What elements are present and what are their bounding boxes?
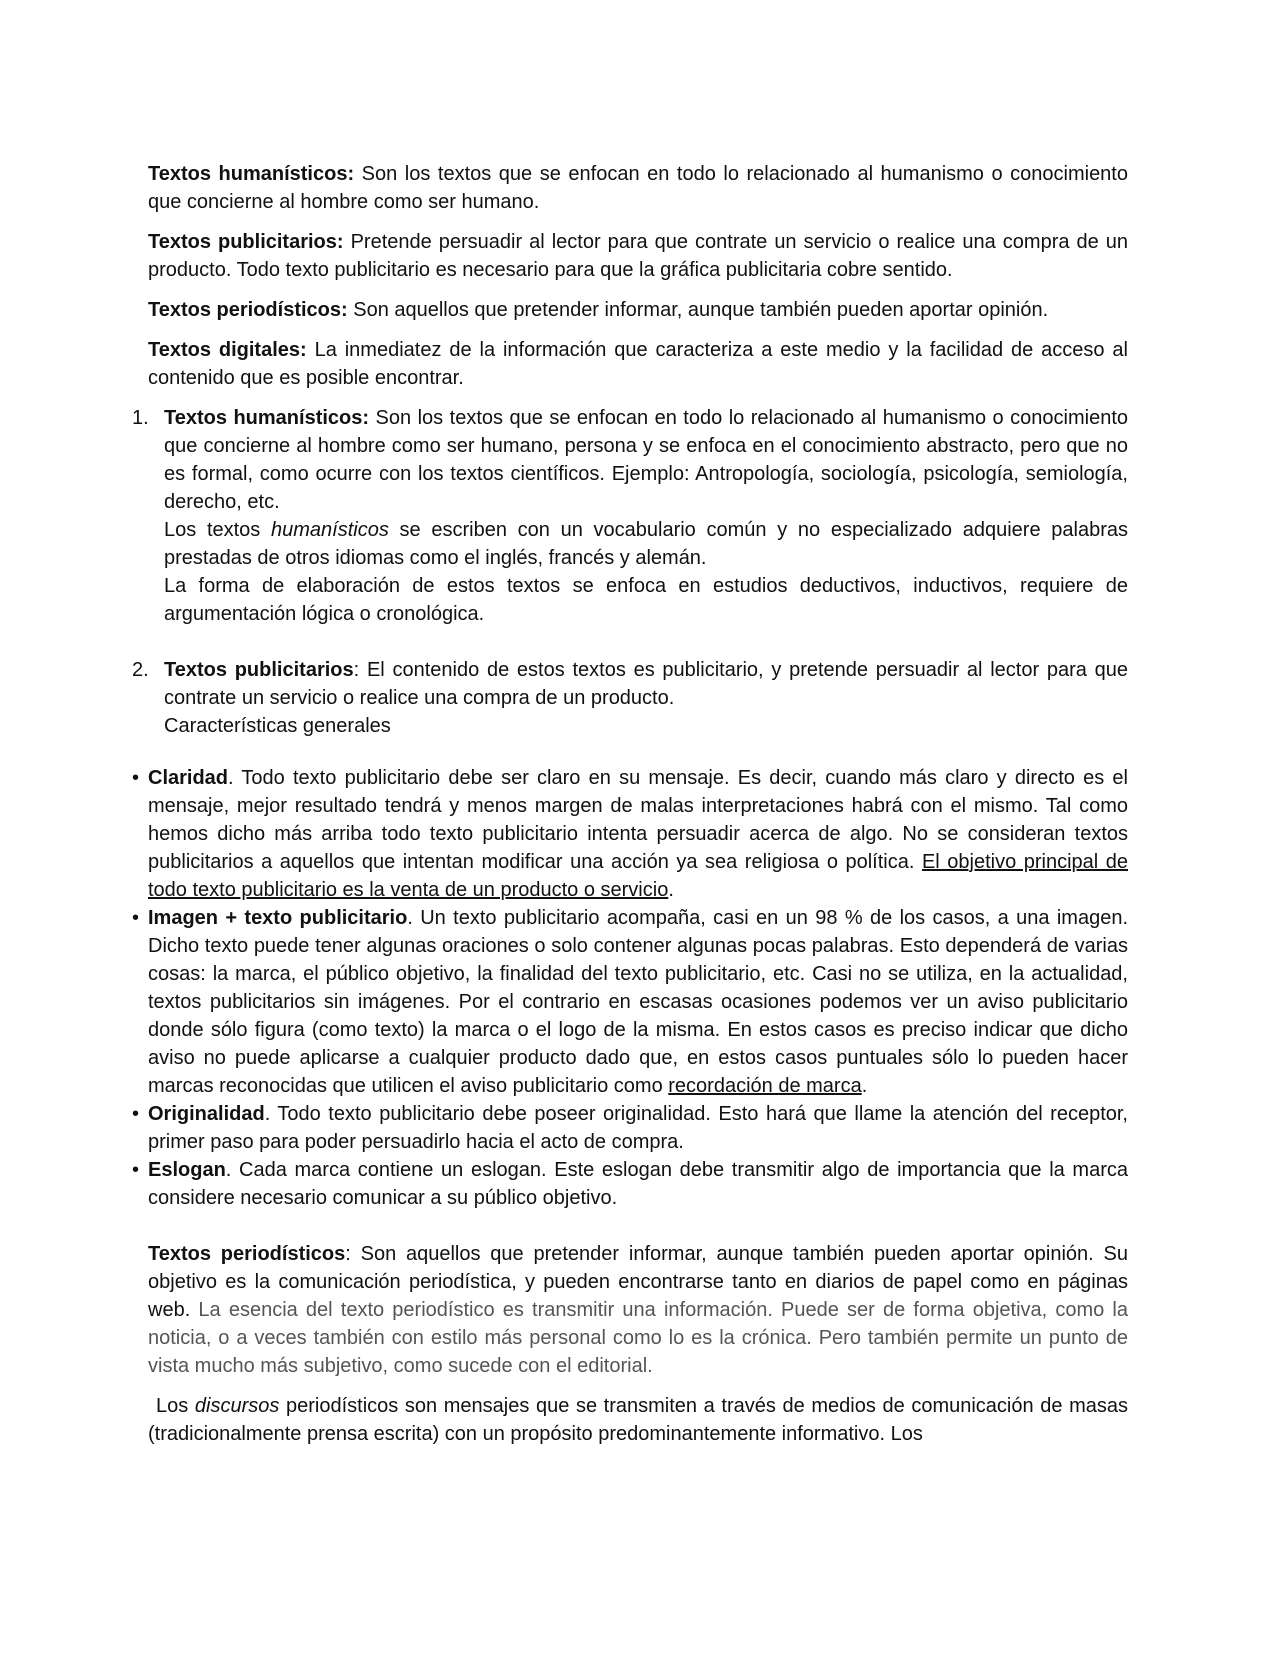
bullet-icon: • (132, 907, 140, 929)
list-item-subheading: Características generales (164, 715, 391, 737)
underlined-text: recordación de marca (668, 1075, 862, 1097)
bullet-item-eslogan: • Eslogan. Cada marca contiene un eslogan. Este eslogan debe transmitir algo de importancia que la marca considere necesario comunicar a su público objetivo. (148, 1156, 1128, 1212)
underlined-text: El objetivo principal de todo texto publicitario es la venta de un producto o servicio (148, 851, 1128, 901)
bullet-icon: • (132, 1159, 140, 1181)
discursos-paragraph: Los discursos periodísticos son mensajes que se transmiten a través de medios de comunicación de masas (tradicionalmente prensa escrita) con un propósito predominantemente informativo. Los (148, 1395, 1128, 1445)
bullet-item-claridad: • Claridad. Todo texto publicitario debe ser claro en su mensaje. Es decir, cuando más claro y directo es el mensaje, mejor resultado tendrá y menos margen de malas interpretaciones habrá con el mismo. Tal como hemos dicho más arriba todo texto publicitario intenta persuadir acerca de algo. No se consideran textos publicitarios a aquellos que intentan modificar una acción ya sea religiosa o política. El objetivo principal de todo texto publicitario es la venta de un producto o servicio. (148, 764, 1128, 904)
numbered-list (132, 404, 1128, 740)
list-item-subparagraph: Los textos humanísticos se escriben con un vocabulario común y no especializado adquiere palabras prestadas de otros idiomas como el inglés, francés y alemán. (164, 519, 1128, 569)
list-number: 2. (132, 659, 149, 681)
list-item-body: Textos humanísticos: Son los textos que se enfocan en todo lo relacionado al humanismo o conocimiento que concierne al hombre como ser humano, persona y se enfoca en el conocimiento abstracto, pero que no es formal, como ocurre con los textos científicos. Ejemplo: Antropología, sociología, psicología, semiología, derecho, etc. (164, 407, 1128, 513)
bullet-icon: • (132, 767, 140, 789)
bullet-icon: • (132, 1103, 140, 1125)
periodisticos-paragraph: Textos periodísticos: Son aquellos que pretender informar, aunque también pueden aportar opinión. Su objetivo es la comunicación periodística, y pueden encontrarse tanto en diarios de papel como en páginas web. La esencia del texto periodístico es transmitir una información. Puede ser de forma objetiva, como la noticia, o a veces también con estilo más personal como lo es la crónica. Pero también permite un punto de vista mucho más subjetivo, como sucede con el editorial. (148, 1243, 1128, 1377)
list-item-publicitarios (132, 656, 1128, 740)
bullet-list (132, 764, 1128, 1212)
bullet-item-imagen: • Imagen + texto publicitario. Un texto publicitario acompaña, casi en un 98 % de los casos, a una imagen. Dicho texto puede tener algunas oraciones o solo contener algunas pocas palabras. Esto dependerá de varias cosas: la marca, el público objetivo, la finalidad del texto publicitario, etc. Casi no se utiliza, en la actualidad, textos publicitarios sin imágenes. Por el contrario en escasas ocasiones podemos ver un aviso publicitario donde sólo figura (como texto) la marca o el logo de la misma. En estos casos es preciso indicar que dicho aviso no puede aplicarse a cualquier producto dado que, en estos casos puntuales sólo lo pueden hacer marcas reconocidas que utilicen el aviso publicitario como recordación de marca. (148, 904, 1128, 1100)
intro-paragraph-humanisticos: Textos humanísticos: Son los textos que se enfocan en todo lo relacionado al humanismo o conocimiento que concierne al hombre como ser humano. (148, 163, 1128, 213)
document-body (132, 160, 1129, 1460)
list-item-humanisticos (132, 404, 1128, 628)
gray-text: La esencia del texto periodístico es transmitir una información. Puede ser de forma objetiva, como la noticia, o a veces también con estilo más personal como lo es la crónica. Pero también permite un punto de vista mucho más subjetivo, como sucede con el editorial. (148, 1299, 1128, 1377)
list-number: 1. (132, 407, 149, 429)
intro-paragraph-digitales: Textos digitales: La inmediatez de la información que caracteriza a este medio y la facilidad de acceso al contenido que es posible encontrar. (148, 339, 1129, 389)
list-item-body: Textos publicitarios: El contenido de estos textos es publicitario, y pretende persuadir al lector para que contrate un servicio o realice una compra de un producto. (164, 659, 1128, 709)
intro-paragraph-publicitarios: Textos publicitarios: Pretende persuadir al lector para que contrate un servicio o realice una compra de un producto. Todo texto publicitario es necesario para que la gráfica publicitaria cobre sentido. (148, 231, 1128, 281)
bullet-item-originalidad: • Originalidad. Todo texto publicitario debe poseer originalidad. Esto hará que llame la atención del receptor, primer paso para poder persuadirlo hacia el acto de compra. (148, 1100, 1128, 1156)
intro-paragraph-periodisticos: Textos periodísticos: Son aquellos que pretender informar, aunque también pueden aportar opinión. (148, 299, 1049, 321)
list-item-subparagraph: La forma de elaboración de estos textos se enfoca en estudios deductivos, inductivos, requiere de argumentación lógica o cronológica. (164, 575, 1128, 625)
